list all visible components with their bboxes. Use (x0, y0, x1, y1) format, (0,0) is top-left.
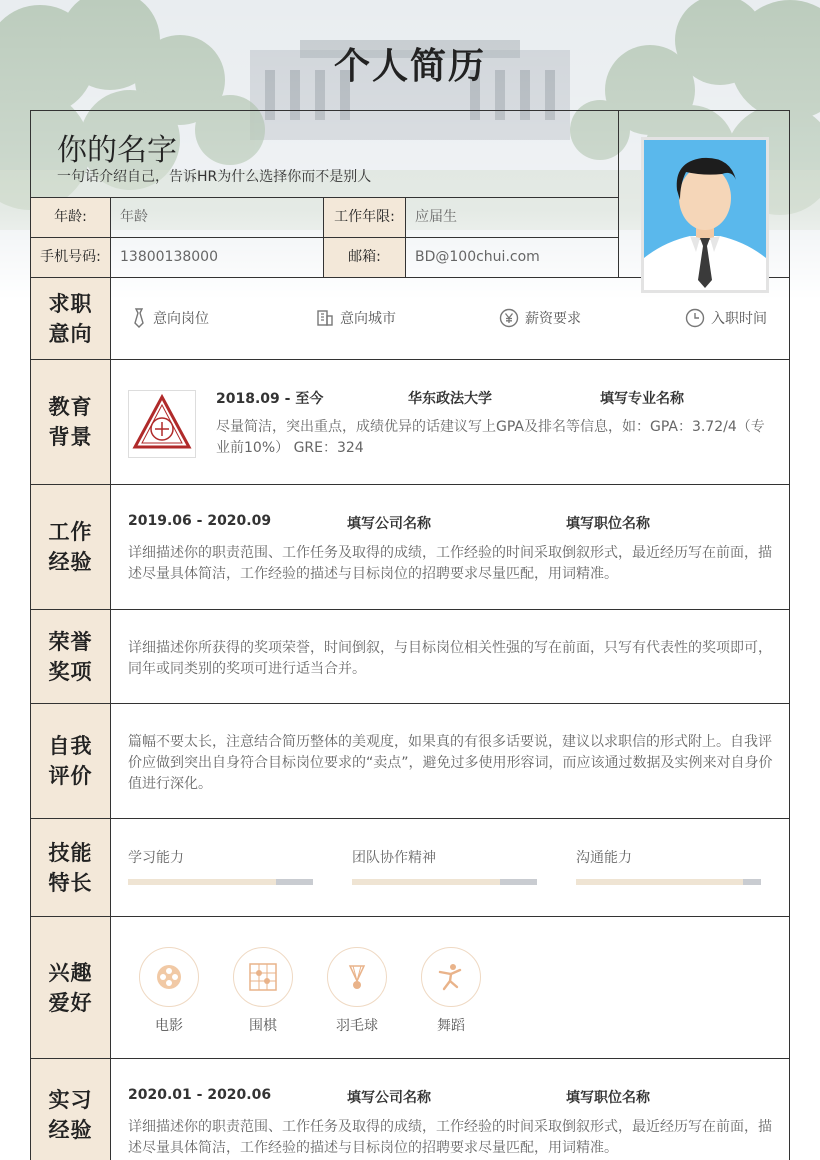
candidate-name: 你的名字 (57, 133, 177, 168)
section-job-intent (31, 278, 789, 360)
work-description: 详细描述你的职责范围、工作任务及取得的成绩，工作经验的时间采取倒叙形式，最近经历写在前面，描述尽量具体简洁，工作经验的描述与目标岗位的招聘要求尽量匹配，用词精准。 (128, 545, 772, 582)
dancer-icon (421, 947, 481, 1007)
years-label: 工作年限: (324, 198, 406, 237)
intent-salary: 薪资要求 (499, 308, 581, 328)
skill-bar (352, 879, 537, 885)
skill-item: 学习能力 (128, 847, 313, 885)
section-label: 兴趣 爱好 (31, 917, 111, 1058)
edu-major: 填写专业名称 (600, 391, 684, 407)
skill-bar (576, 879, 761, 885)
section-hobbies (31, 917, 789, 1059)
intern-position: 填写职位名称 (566, 1090, 650, 1106)
resume-frame (30, 110, 790, 1160)
intent-start-time: 入职时间 (685, 308, 767, 328)
section-label: 实习 经验 (31, 1059, 111, 1160)
intern-description: 详细描述你的职责范围、工作任务及取得的成绩，工作经验的时间采取倒叙形式，最近经历写在前面，描述尽量具体简洁，工作经验的描述与目标岗位的招聘要求尽量匹配，用词精准。 (128, 1119, 772, 1156)
section-label: 教育 背景 (31, 360, 111, 484)
years-value: 应届生 (415, 209, 457, 225)
section-label: 求职 意向 (31, 278, 111, 359)
hobby-item: 围棋 (232, 947, 294, 1035)
awards-description: 详细描述你所获得的奖项荣誉，时间倒叙，与目标岗位相关性强的写在前面，只写有代表性的奖项即可，同年或同类别的奖项可进行适当合并。 (128, 640, 772, 677)
section-education (31, 360, 789, 485)
section-work (31, 485, 789, 610)
info-row-age (31, 198, 619, 238)
section-label: 荣誉 奖项 (31, 610, 111, 703)
section-awards (31, 610, 789, 704)
name-block (31, 111, 619, 198)
section-self-evaluation (31, 704, 789, 819)
section-label: 技能 特长 (31, 819, 111, 916)
yen-icon (499, 308, 519, 328)
info-row-contact (31, 238, 619, 278)
email-value: BD@100chui.com (415, 249, 540, 265)
film-reel-icon (139, 947, 199, 1007)
profile-photo[interactable] (641, 137, 769, 293)
go-board-icon (233, 947, 293, 1007)
section-label: 工作 经验 (31, 485, 111, 609)
self-eval-description: 篇幅不要太长，注意结合简历整体的美观度，如果真的有很多话要说，建议以求职信的形式附上。自我评价应做到突出自身符合目标岗位要求的“卖点”，避免过多使用形容词，而应该通过数据及实例来对自身价值进行深化。 (128, 734, 773, 792)
age-label: 年龄: (31, 198, 111, 237)
candidate-tagline: 一句话介绍自己，告诉HR为什么选择你而不是别人 (57, 169, 372, 185)
work-position: 填写职位名称 (566, 516, 650, 532)
skill-bar (128, 879, 313, 885)
section-internship (31, 1059, 789, 1160)
section-label: 自我 评价 (31, 704, 111, 818)
university-logo (128, 390, 196, 458)
skill-item: 团队协作精神 (352, 847, 537, 885)
age-value: 年龄 (111, 198, 324, 237)
intern-company: 填写公司名称 (347, 1090, 431, 1106)
intern-period: 2020.01 - 2020.06 (128, 1087, 272, 1103)
hobby-item: 羽毛球 (326, 947, 388, 1035)
building-icon (316, 309, 334, 327)
section-skills (31, 819, 789, 917)
tie-icon (131, 308, 147, 328)
work-company: 填写公司名称 (347, 516, 431, 532)
email-label: 邮箱: (324, 238, 406, 277)
skill-item: 沟通能力 (576, 847, 761, 885)
phone-label: 手机号码: (31, 238, 111, 277)
clock-icon (685, 308, 705, 328)
edu-description: 尽量简洁，突出重点，成绩优异的话建议写上GPA及排名等信息，如：GPA：3.72/4（专业前10%） GRE：324 (216, 419, 765, 456)
shuttlecock-icon (327, 947, 387, 1007)
intent-city: 意向城市 (316, 308, 396, 328)
phone-value: 13800138000 (111, 238, 324, 277)
intent-position: 意向岗位 (131, 308, 209, 328)
edu-school: 华东政法大学 (408, 391, 492, 407)
hobby-item: 电影 (138, 947, 200, 1035)
edu-period: 2018.09 - 至今 (216, 391, 324, 407)
hobby-item: 舞蹈 (420, 947, 482, 1035)
work-period: 2019.06 - 2020.09 (128, 513, 272, 529)
page-title: 个人简历 (333, 46, 486, 87)
